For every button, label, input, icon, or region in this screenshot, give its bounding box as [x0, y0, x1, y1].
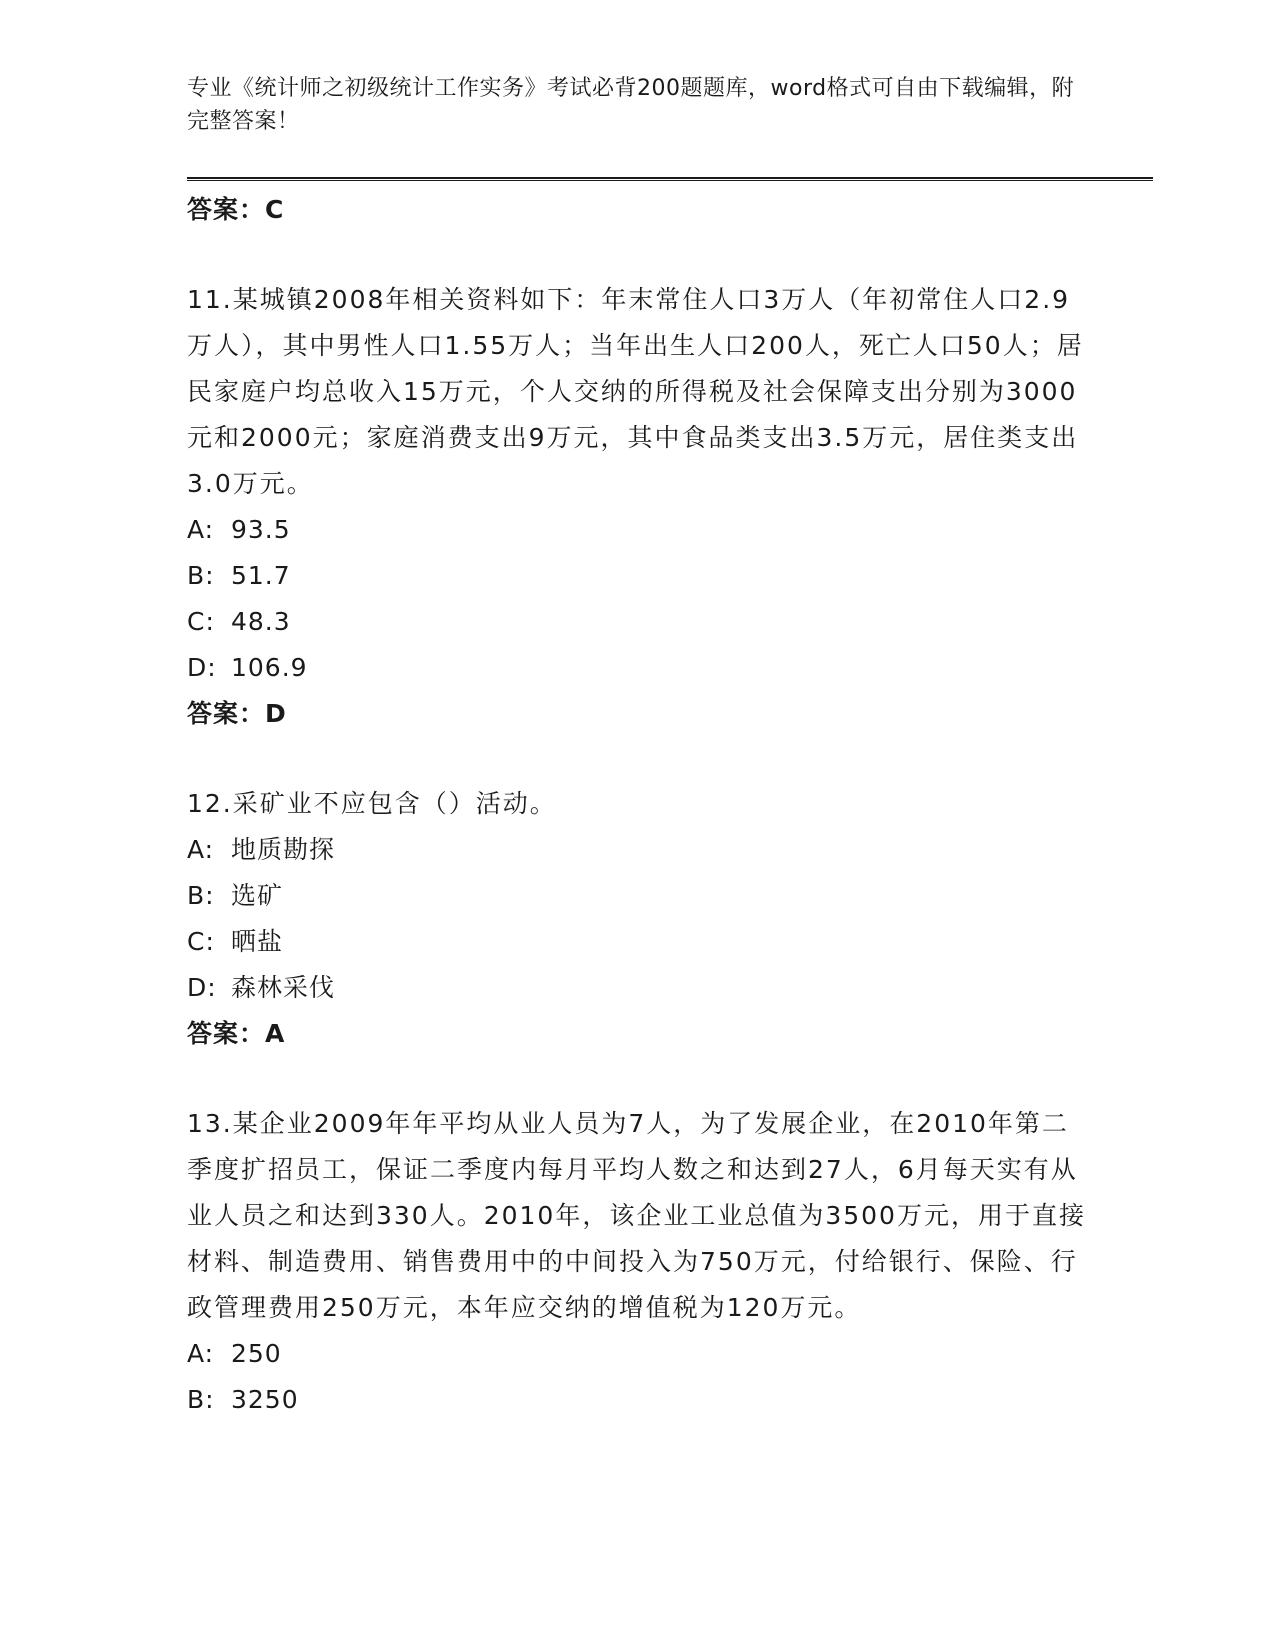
- question-13-option-b: [187, 1377, 1087, 1423]
- option-key: A:: [187, 515, 215, 544]
- question-11-option-b: [187, 553, 1087, 599]
- option-value: 晒盐: [231, 927, 284, 956]
- question-12-option-b: [187, 873, 1087, 919]
- question-11-answer: 答案：D: [187, 699, 287, 728]
- option-value: 51.7: [231, 561, 291, 590]
- option-value: 250: [231, 1339, 282, 1368]
- option-value: 106.9: [231, 653, 308, 682]
- option-key: C:: [187, 927, 215, 956]
- option-value: 地质勘探: [231, 835, 336, 864]
- document-body: [187, 187, 1087, 1423]
- page-header: 专业《统计师之初级统计工作实务》考试必背200题题库，word格式可自由下载编辑，附完整答案！: [187, 76, 1075, 134]
- question-11-option-d: [187, 645, 1087, 691]
- question-11-text: 11.某城镇2008年相关资料如下：年末常住人口3万人（年初常住人口2.9万人），其中男性人口1.55万人；当年出生人口200人，死亡人口50人；居民家庭户均总收入15万元，个人交纳的所得税及社会保障支出分别为3000元和2000元；家庭消费支出9万元，其中食品类支出3.5万元，居住类支出3.0万元。: [187, 285, 1084, 498]
- option-key: B:: [187, 561, 215, 590]
- option-key: A:: [187, 1339, 215, 1368]
- question-12-text: 12.采矿业不应包含（）活动。: [187, 789, 557, 818]
- option-value: 3250: [231, 1385, 299, 1414]
- question-12-option-d: [187, 965, 1087, 1011]
- option-value: 森林采伐: [231, 973, 336, 1002]
- option-key: B:: [187, 881, 215, 910]
- question-12-option-a: [187, 827, 1087, 873]
- header-divider: [187, 177, 1153, 181]
- option-key: D:: [187, 653, 217, 682]
- option-key: C:: [187, 607, 215, 636]
- question-11-option-a: [187, 507, 1087, 553]
- question-13-option-a: [187, 1331, 1087, 1377]
- option-key: A:: [187, 835, 215, 864]
- option-value: 选矿: [231, 881, 284, 910]
- question-11-option-c: [187, 599, 1087, 645]
- option-value: 48.3: [231, 607, 291, 636]
- question-13-text: 13.某企业2009年年平均从业人员为7人，为了发展企业，在2010年第二季度扩招员工，保证二季度内每月平均人数之和达到27人，6月每天实有从业人员之和达到330人。2010年，该企业工业总值为3500万元，用于直接材料、制造费用、销售费用中的中间投入为750万元，付给银行、保险、行政管理费用250万元，本年应交纳的增值税为120万元。: [187, 1109, 1086, 1322]
- option-value: 93.5: [231, 515, 291, 544]
- question-12-answer: 答案：A: [187, 1019, 286, 1048]
- answer-prev: 答案：C: [187, 195, 285, 224]
- question-12-option-c: [187, 919, 1087, 965]
- option-key: B:: [187, 1385, 215, 1414]
- option-key: D:: [187, 973, 217, 1002]
